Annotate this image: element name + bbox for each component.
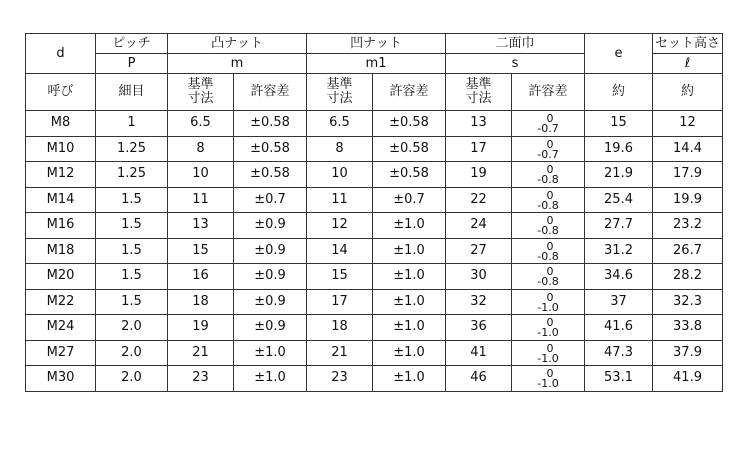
header-symbol-m1: m1 — [307, 54, 446, 74]
cell-m-tol: ±0.9 — [234, 264, 307, 290]
cell-m: 11 — [168, 187, 234, 213]
cell-s-tol — [512, 111, 585, 137]
tolerance-stack — [537, 165, 558, 185]
table-row — [26, 111, 723, 137]
tolerance-upper: 0 — [546, 367, 554, 381]
cell-nominal: M22 — [26, 289, 96, 315]
table-row — [26, 366, 723, 392]
header-d: d — [26, 34, 96, 74]
table-row — [26, 315, 723, 341]
cell-m: 18 — [168, 289, 234, 315]
cell-m-tol: ±0.58 — [234, 111, 307, 137]
cell-nominal: M16 — [26, 213, 96, 239]
header-nominal: 呼び — [26, 74, 96, 111]
tolerance-upper: 0 — [546, 163, 554, 177]
cell-l: 14.4 — [653, 136, 723, 162]
cell-m-tol: ±1.0 — [234, 366, 307, 392]
tolerance-upper: 0 — [546, 316, 554, 330]
tolerance-lower: -1.0 — [537, 377, 559, 391]
header-tol-m: 許容差 — [234, 74, 307, 111]
basic-line-2: 寸法 — [465, 91, 492, 106]
cell-s-tol — [512, 366, 585, 392]
cell-m1: 15 — [307, 264, 373, 290]
header-row-3 — [26, 74, 723, 111]
cell-s: 46 — [446, 366, 512, 392]
cell-s: 41 — [446, 340, 512, 366]
cell-m: 8 — [168, 136, 234, 162]
cell-s: 13 — [446, 111, 512, 137]
cell-pitch: 1.5 — [96, 289, 168, 315]
cell-nominal: M8 — [26, 111, 96, 137]
tolerance-stack — [537, 318, 558, 338]
cell-l: 33.8 — [653, 315, 723, 341]
table-row — [26, 187, 723, 213]
table-row — [26, 289, 723, 315]
cell-nominal: M24 — [26, 315, 96, 341]
cell-nominal: M20 — [26, 264, 96, 290]
header-approx-e: 約 — [585, 74, 653, 111]
cell-m1: 18 — [307, 315, 373, 341]
nut-dimension-table — [25, 33, 723, 392]
cell-s-tol — [512, 136, 585, 162]
cell-m1-tol: ±0.58 — [373, 136, 446, 162]
table-row — [26, 136, 723, 162]
cell-s-tol — [512, 264, 585, 290]
cell-s: 36 — [446, 315, 512, 341]
spec-table-container — [25, 33, 723, 392]
cell-s: 24 — [446, 213, 512, 239]
cell-m1: 8 — [307, 136, 373, 162]
tolerance-lower: -0.8 — [537, 275, 559, 289]
cell-l: 37.9 — [653, 340, 723, 366]
cell-m1-tol: ±1.0 — [373, 289, 446, 315]
cell-s: 30 — [446, 264, 512, 290]
tolerance-upper: 0 — [546, 265, 554, 279]
cell-m-tol: ±1.0 — [234, 340, 307, 366]
tolerance-lower: -0.7 — [537, 147, 559, 161]
header-basic-s — [446, 74, 512, 111]
cell-e: 37 — [585, 289, 653, 315]
basic-line-1: 基準 — [326, 77, 353, 92]
tolerance-upper: 0 — [546, 188, 554, 202]
cell-s: 22 — [446, 187, 512, 213]
cell-m1-tol: ±1.0 — [373, 213, 446, 239]
cell-pitch: 1.25 — [96, 162, 168, 188]
cell-m1-tol: ±1.0 — [373, 264, 446, 290]
cell-m1: 14 — [307, 238, 373, 264]
header-m1-nut: 凹ナット — [307, 34, 446, 54]
tolerance-upper: 0 — [546, 137, 554, 151]
cell-m: 21 — [168, 340, 234, 366]
header-pitch: ピッチ — [96, 34, 168, 54]
cell-s: 19 — [446, 162, 512, 188]
cell-l: 17.9 — [653, 162, 723, 188]
cell-m1: 21 — [307, 340, 373, 366]
cell-m: 23 — [168, 366, 234, 392]
cell-pitch: 1 — [96, 111, 168, 137]
cell-pitch: 1.5 — [96, 213, 168, 239]
header-e: e — [585, 34, 653, 74]
cell-s-tol — [512, 187, 585, 213]
header-set-height: セット高さ — [653, 34, 723, 54]
tolerance-lower: -1.0 — [537, 351, 559, 365]
cell-m1: 23 — [307, 366, 373, 392]
basic-line-1: 基準 — [465, 77, 492, 92]
tolerance-lower: -1.0 — [537, 326, 559, 340]
tolerance-stack — [537, 369, 558, 389]
cell-e: 19.6 — [585, 136, 653, 162]
cell-nominal: M12 — [26, 162, 96, 188]
cell-m-tol: ±0.9 — [234, 315, 307, 341]
cell-pitch: 2.0 — [96, 340, 168, 366]
cell-m: 15 — [168, 238, 234, 264]
cell-e: 53.1 — [585, 366, 653, 392]
cell-s-tol — [512, 213, 585, 239]
tolerance-stack — [537, 137, 559, 161]
cell-s-tol — [512, 340, 585, 366]
basic-line-2: 寸法 — [326, 91, 353, 106]
tolerance-upper: 0 — [546, 290, 554, 304]
header-basic-m1 — [307, 74, 373, 111]
header-basic-m — [168, 74, 234, 111]
cell-l: 19.9 — [653, 187, 723, 213]
cell-l: 23.2 — [653, 213, 723, 239]
cell-m1-tol: ±0.58 — [373, 111, 446, 137]
cell-m1-tol: ±0.7 — [373, 187, 446, 213]
tolerance-stack — [537, 341, 559, 365]
cell-e: 25.4 — [585, 187, 653, 213]
cell-s-tol — [512, 162, 585, 188]
tolerance-upper: 0 — [546, 214, 554, 228]
cell-m1-tol: ±1.0 — [373, 366, 446, 392]
tolerance-lower: -0.7 — [537, 122, 559, 136]
header-symbol-l: ℓ — [653, 54, 723, 74]
cell-s-tol — [512, 315, 585, 341]
cell-s-tol — [512, 238, 585, 264]
header-s-width: 二面巾 — [446, 34, 585, 54]
header-thread: 細目 — [96, 74, 168, 111]
cell-m-tol: ±0.58 — [234, 136, 307, 162]
header-symbol-s: s — [446, 54, 585, 74]
cell-m-tol: ±0.58 — [234, 162, 307, 188]
cell-m-tol: ±0.7 — [234, 187, 307, 213]
tolerance-lower: -0.8 — [537, 198, 559, 212]
tolerance-stack — [537, 290, 559, 314]
cell-m: 10 — [168, 162, 234, 188]
cell-m-tol: ±0.9 — [234, 213, 307, 239]
table-row — [26, 162, 723, 188]
cell-l: 32.3 — [653, 289, 723, 315]
cell-e: 41.6 — [585, 315, 653, 341]
cell-pitch: 2.0 — [96, 315, 168, 341]
tolerance-stack — [537, 114, 558, 134]
cell-m1-tol: ±1.0 — [373, 340, 446, 366]
cell-m1: 12 — [307, 213, 373, 239]
tolerance-upper: 0 — [546, 239, 554, 253]
cell-pitch: 1.5 — [96, 187, 168, 213]
cell-pitch: 1.5 — [96, 238, 168, 264]
cell-l: 12 — [653, 111, 723, 137]
cell-m1-tol: ±1.0 — [373, 238, 446, 264]
header-row-1 — [26, 34, 723, 54]
header-tol-s: 許容差 — [512, 74, 585, 111]
cell-e: 15 — [585, 111, 653, 137]
cell-s: 27 — [446, 238, 512, 264]
header-approx-l: 約 — [653, 74, 723, 111]
basic-line-2: 寸法 — [187, 91, 214, 106]
cell-l: 28.2 — [653, 264, 723, 290]
table-row — [26, 238, 723, 264]
cell-m1: 17 — [307, 289, 373, 315]
cell-nominal: M30 — [26, 366, 96, 392]
tolerance-upper: 0 — [546, 341, 554, 355]
cell-pitch: 2.0 — [96, 366, 168, 392]
cell-m1-tol: ±1.0 — [373, 315, 446, 341]
tolerance-lower: -1.0 — [537, 300, 559, 314]
cell-m-tol: ±0.9 — [234, 238, 307, 264]
tolerance-stack — [537, 216, 558, 236]
tolerance-lower: -0.8 — [537, 173, 559, 187]
cell-s: 32 — [446, 289, 512, 315]
cell-l: 41.9 — [653, 366, 723, 392]
table-row — [26, 264, 723, 290]
tolerance-upper: 0 — [546, 112, 554, 126]
cell-l: 26.7 — [653, 238, 723, 264]
cell-s-tol — [512, 289, 585, 315]
tolerance-lower: -0.8 — [537, 249, 559, 263]
cell-nominal: M10 — [26, 136, 96, 162]
cell-s: 17 — [446, 136, 512, 162]
cell-e: 34.6 — [585, 264, 653, 290]
cell-e: 47.3 — [585, 340, 653, 366]
cell-m-tol: ±0.9 — [234, 289, 307, 315]
cell-m: 6.5 — [168, 111, 234, 137]
cell-nominal: M18 — [26, 238, 96, 264]
table-row — [26, 340, 723, 366]
cell-nominal: M27 — [26, 340, 96, 366]
header-m-nut: 凸ナット — [168, 34, 307, 54]
cell-m1: 10 — [307, 162, 373, 188]
cell-e: 31.2 — [585, 238, 653, 264]
cell-e: 21.9 — [585, 162, 653, 188]
header-symbol-m: m — [168, 54, 307, 74]
cell-pitch: 1.25 — [96, 136, 168, 162]
header-symbol-p: P — [96, 54, 168, 74]
cell-m: 16 — [168, 264, 234, 290]
table-body — [26, 111, 723, 392]
tolerance-stack — [537, 239, 559, 263]
cell-m1: 6.5 — [307, 111, 373, 137]
tolerance-stack — [537, 267, 558, 287]
cell-m: 13 — [168, 213, 234, 239]
tolerance-stack — [537, 188, 559, 212]
cell-pitch: 1.5 — [96, 264, 168, 290]
cell-m: 19 — [168, 315, 234, 341]
cell-e: 27.7 — [585, 213, 653, 239]
header-tol-m1: 許容差 — [373, 74, 446, 111]
cell-m1: 11 — [307, 187, 373, 213]
cell-nominal: M14 — [26, 187, 96, 213]
table-row — [26, 213, 723, 239]
tolerance-lower: -0.8 — [537, 224, 559, 238]
basic-line-1: 基準 — [187, 77, 214, 92]
cell-m1-tol: ±0.58 — [373, 162, 446, 188]
